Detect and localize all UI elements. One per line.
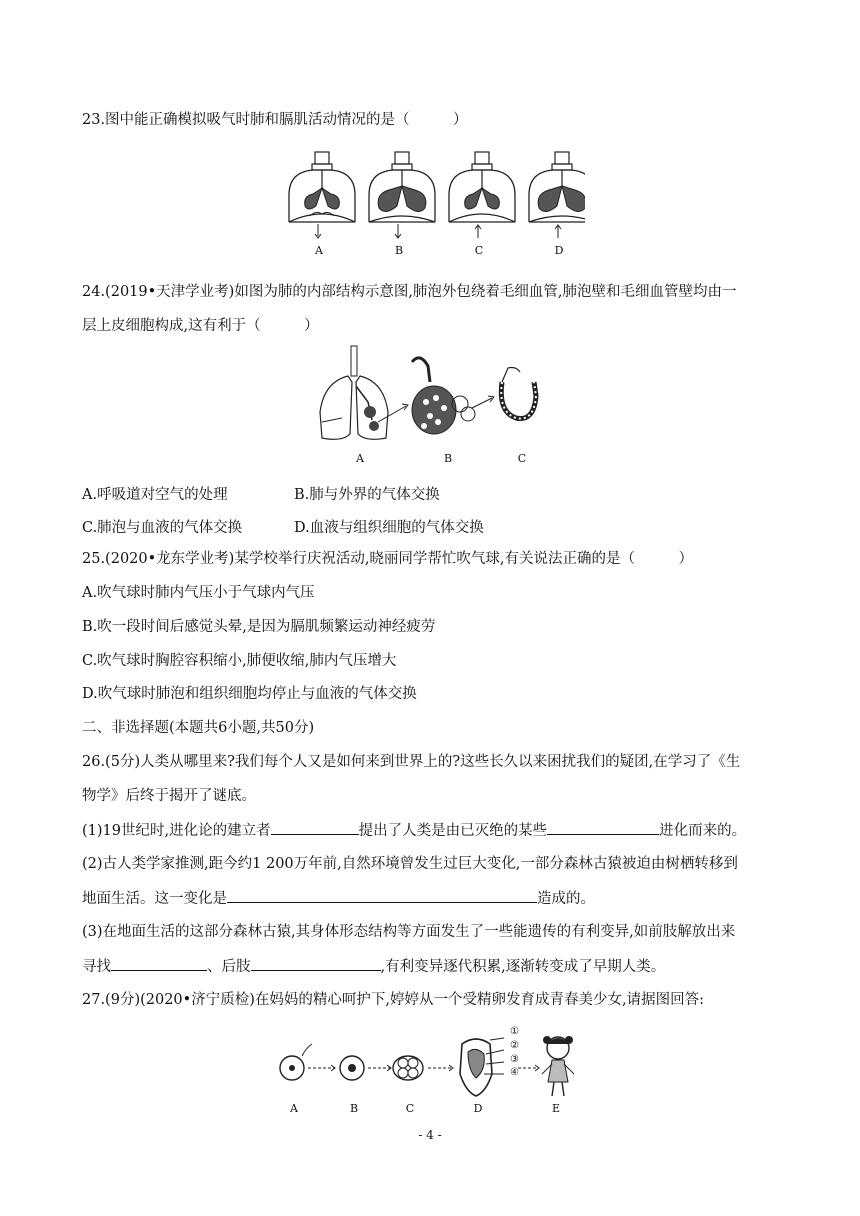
q27-label-a: A xyxy=(290,1102,298,1115)
q27-marker-1: ① xyxy=(510,1026,519,1037)
q26-part3-line2 xyxy=(82,956,665,977)
stage-c-cell-division xyxy=(393,1056,453,1080)
alveolus-wall-c xyxy=(501,368,536,419)
page-number: - 4 - xyxy=(418,1128,442,1142)
q26-blank-2[interactable] xyxy=(547,820,659,835)
q26-blank-4[interactable] xyxy=(111,956,207,971)
q26-p1-text-c: 进化而来的。 xyxy=(659,823,747,839)
q27-marker-2: ② xyxy=(510,1040,519,1051)
q25-option-a: A.吹气球时肺内气压小于气球内气压 xyxy=(82,585,315,601)
q26-p3-text-a: 寻找 xyxy=(82,959,111,975)
q25-stem: 25.(2020•龙东学业考)某学校举行庆祝活动,晓丽同学帮忙吹气球,有关说法正确的是（ ） xyxy=(82,551,694,567)
q24-label-c: C xyxy=(517,452,527,465)
q27-label-b: B xyxy=(349,1102,359,1115)
q26-p1-text-b: 提出了人类是由已灭绝的某些 xyxy=(358,823,548,839)
bell-jar-b xyxy=(369,152,435,238)
q24-label-b: B xyxy=(443,452,453,465)
q27-label-c: C xyxy=(405,1102,415,1115)
q27-development-figure xyxy=(272,1026,592,1116)
q24-lung-figure xyxy=(312,342,544,464)
q26-p3-text-b: 、后肢 xyxy=(207,959,251,975)
q26-blank-3[interactable] xyxy=(227,888,537,903)
q26-stem-line2: 物学》后终于揭开了谜底。 xyxy=(82,788,256,804)
q26-p1-text-a: (1)19世纪时,进化论的建立者 xyxy=(82,823,271,839)
q26-part3-line1: (3)在地面生活的这部分森林古猿,其身体形态结构等方面发生了一些能遗传的有利变异,如前肢解放出来 xyxy=(82,924,736,940)
bell-jar-c xyxy=(449,152,515,238)
q26-stem-line1: 26.(5分)人类从哪里来?我们每个人又是如何来到世界上的?这些长久以来困扰我们的疑团,在学习了《生 xyxy=(82,754,741,770)
q26-p2-text-a: 地面生活。这一变化是 xyxy=(82,891,227,907)
bell-jar-a xyxy=(289,152,355,238)
q25-option-c: C.吹气球时胸腔容积缩小,肺便收缩,肺内气压增大 xyxy=(82,653,397,669)
q27-label-d: D xyxy=(473,1102,483,1115)
q23-label-a: A xyxy=(315,244,323,257)
q24-option-b: B.肺与外界的气体交换 xyxy=(294,487,440,503)
q27-stem: 27.(9分)(2020•济宁质检)在妈妈的精心呵护下,婷婷从一个受精卵发育成青春美少女,请据图回答: xyxy=(82,992,704,1008)
section-2-heading: 二、非选择题(本题共6小题,共50分) xyxy=(82,720,315,736)
q26-part2-line2 xyxy=(82,888,595,909)
q23-bell-jar-figure xyxy=(285,150,585,262)
q24-option-d: D.血液与组织细胞的气体交换 xyxy=(294,520,484,536)
q24-option-c: C.肺泡与血液的气体交换 xyxy=(82,520,243,536)
alveoli-diagram-b xyxy=(412,358,494,434)
q27-marker-4: ④ xyxy=(510,1067,519,1078)
q26-blank-5[interactable] xyxy=(251,956,381,971)
q26-part2-line1: (2)古人类学家推测,距今约1 200万年前,自然环境曾发生过巨大变化,一部分森林古猿被迫由树栖转移到 xyxy=(82,856,738,872)
q24-label-a: A xyxy=(356,452,364,465)
q25-option-b: B.吹一段时间后感觉头晕,是因为膈肌频繁运动神经疲劳 xyxy=(82,619,436,635)
q25-option-d: D.吹气球时肺泡和组织细胞均停止与血液的气体交换 xyxy=(82,686,417,702)
q26-blank-1[interactable] xyxy=(271,820,359,835)
q26-p3-text-c: ,有利变异逐代积累,逐渐转变成了早期人类。 xyxy=(380,959,666,975)
q23-label-d: D xyxy=(554,244,564,257)
lung-diagram-a xyxy=(320,346,408,439)
q26-p2-text-b: 造成的。 xyxy=(537,891,595,907)
q26-part1 xyxy=(82,820,746,841)
q23-label-b: B xyxy=(394,244,404,257)
q27-marker-3: ③ xyxy=(510,1054,519,1065)
stage-a-fertilized-egg xyxy=(280,1044,335,1080)
q23-stem: 23.图中能正确模拟吸气时肺和膈肌活动情况的是（ ） xyxy=(82,112,468,128)
stage-b-zygote xyxy=(340,1056,391,1080)
q24-stem-line2: 层上皮细胞构成,这有利于（ ） xyxy=(82,318,319,334)
q24-stem-line1: 24.(2019•天津学业考)如图为肺的内部结构示意图,肺泡外包绕着毛细血管,肺泡壁和毛细血管壁均由一 xyxy=(82,284,737,300)
q27-label-e: E xyxy=(551,1102,561,1115)
q23-label-c: C xyxy=(474,244,484,257)
stage-e-girl xyxy=(542,1036,574,1096)
q24-option-a: A.呼吸道对空气的处理 xyxy=(82,487,228,503)
bell-jar-d xyxy=(529,152,585,238)
stage-d-fetus-in-uterus xyxy=(460,1038,539,1096)
